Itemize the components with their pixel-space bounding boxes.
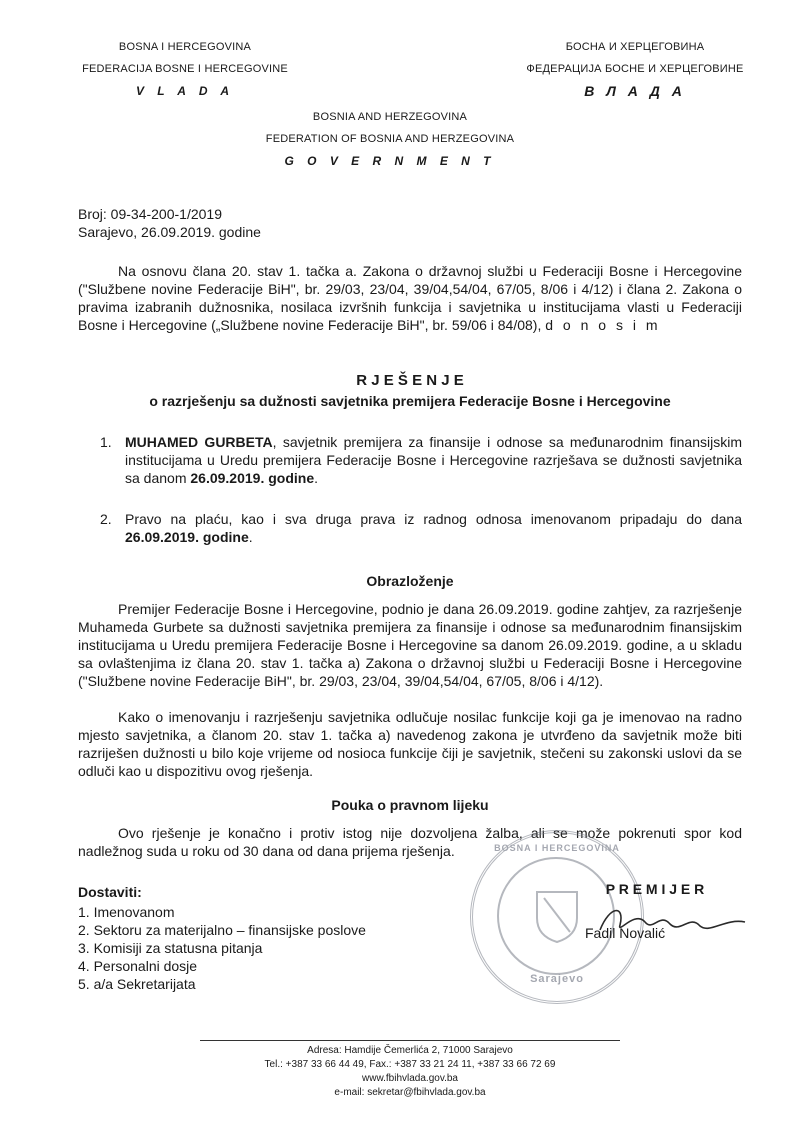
delivery-item: 4. Personalni dosje — [78, 958, 198, 974]
preamble — [78, 262, 742, 334]
item-number: 1. — [100, 434, 112, 450]
delivery-title: Dostaviti: — [78, 884, 142, 900]
header-center-government: G O V E R N M E N T — [284, 154, 496, 168]
footer-website: www.fbihvlada.gov.ba — [362, 1073, 458, 1084]
item-body — [125, 510, 742, 546]
legal-text-body: Ovo rješenje je konačno i protiv istog nije dozvoljena žalba, ali se može pokrenuti spor kod nadležnog suda u roku od 30 dana od dana prijema rješenja. — [78, 825, 742, 859]
delivery-item: 3. Komisiji za statusna pitanja — [78, 940, 263, 956]
rationale-title — [78, 572, 742, 590]
decision-title — [78, 372, 742, 390]
signature-title: P R E M I J E R — [605, 881, 705, 897]
item-name: MUHAMED GURBETA — [125, 434, 273, 450]
legal-title — [78, 796, 742, 814]
header-center-country: BOSNIA AND HERZEGOVINA — [312, 111, 468, 123]
delivery-item: 2. Sektoru za materijalno – finansijske poslove — [78, 922, 366, 938]
item-date: 26.09.2019. godine — [125, 529, 249, 545]
list-item — [100, 510, 742, 546]
item-text: , savjetnik premijera za finansije i odnose sa međunarodnim finansijskim institucijama u Uredu premijera Federacije Bosne i Hercegovine razrješava se dužnosti savjetnika sa danom — [125, 434, 742, 486]
reference — [78, 205, 378, 241]
header-left-country: BOSNA I HERCEGOVINA — [118, 41, 252, 53]
item-number: 2. — [100, 511, 112, 527]
stamp-top-text: BOSNA I HERCEGOVINA — [494, 843, 620, 853]
preamble-verb: d o n o s i m — [545, 317, 661, 333]
rationale-p2-text: Kako o imenovanju i razrješenju savjetnika odlučuje nosilac funkcije koji ga je imenovao na radno mjesto savjetnika, a članom 20. stav 1. tačka a) navedenog zakona je utvrđeno da savjetnik može biti razriješen dužnosti u bilo koje vrijeme od nosioca funkcije čiji je savjetnik, stečeni su zakonski uslovi da se odluči kao u dispozitivu ovog rješenja. — [78, 709, 742, 779]
header-left-government: V L A D A — [135, 84, 235, 98]
rationale-paragraph-2 — [78, 708, 742, 780]
footer-address: Adresa: Hamdije Čemerlića 2, 71000 Sarajevo — [307, 1045, 513, 1056]
header-right-country: БОСНА И ХЕРЦЕГОВИНА — [565, 41, 705, 53]
decision-subtitle-text: o razrješenju sa dužnosti savjetnika premijera Federacije Bosne i Hercegovine — [149, 393, 671, 409]
rationale-paragraph-1 — [78, 600, 742, 690]
footer — [200, 1040, 620, 1100]
header-left-federation: FEDERACIJA BOSNE I HERCEGOVINE — [82, 63, 288, 75]
list-item — [100, 433, 742, 487]
delivery-section — [78, 883, 458, 993]
delivery-item: 5. a/a Sekretarijata — [78, 976, 196, 992]
item-end: . — [314, 470, 318, 486]
reference-number: Broj: 09-34-200-1/2019 — [78, 206, 222, 222]
delivery-item: 1. Imenovanom — [78, 904, 175, 920]
item-end: . — [248, 529, 253, 545]
header-left — [55, 36, 315, 102]
signature-name: Fadil Novalić — [585, 925, 666, 941]
rationale-p1-text: Premijer Federacije Bosne i Hercegovine, podnio je dana 26.09.2019. godine zahtjev, za razrješenje Muhameda Gurbete sa dužnosti savjetnika premijera za finansije i odnose sa međunarodnim finansijskim institucijama u Uredu premijera Federacije Bosne i Hercegovine sa danom 26.09.2019. godine, a u skladu sa ovlaštenjima iz člana 20. stav 1. tačka a) Zakona o državnoj službi u Federaciji Bosne i Hercegovine ("Službene novine Federacije BiH", br. 29/03, 23/04, 39/04,54/04, 67/05, 8/06 i 4/12). — [78, 601, 742, 689]
item-text: Pravo na plaću, kao i sva druga prava iz radnog odnosa imenovanom pripadaju do dana — [125, 511, 742, 527]
stamp-bottom-text: Sarajevo — [530, 973, 584, 985]
preamble-text: Na osnovu člana 20. stav 1. tačka a. Zakona o državnoj službi u Federaciji Bosne i Hercegovine ("Službene novine Federacije BiH", br. 29/03, 23/04, 39/04,54/04, 67/05, 8/06 i 4/12) i člana 2. Zakona o pravima izabranih dužnosnika, nosilaca izvršnih funkcija i savjetnika u institucijama vlasti u Federaciji Bosne i Hercegovine („Službene novine Federacije BiH", br. 59/06 i 84/08), — [78, 263, 742, 333]
legal-title-text: Pouka o pravnom lijeku — [331, 797, 489, 813]
header-center-federation: FEDERATION OF BOSNIA AND HERZEGOVINA — [265, 133, 515, 145]
decision-title-text: R J E Š E N J E — [356, 372, 464, 389]
header-right-federation: ФЕДЕРАЦИЈА БОСНЕ И ХЕРЦЕГОВИНЕ — [526, 63, 744, 75]
item-body — [125, 433, 742, 487]
header-right — [510, 36, 760, 102]
header-center — [230, 106, 550, 172]
footer-email: e-mail: sekretar@fbihvlada.gov.ba — [334, 1087, 486, 1098]
legal-text — [78, 824, 742, 860]
header-right-government: В Л А Д А — [584, 83, 686, 99]
decision-subtitle — [78, 392, 742, 410]
rationale-title-text: Obrazloženje — [366, 573, 454, 589]
item-date: 26.09.2019. godine — [190, 470, 315, 486]
footer-phone: Tel.: +387 33 66 44 49, Fax.: +387 33 21 24 11, +387 33 66 72 69 — [264, 1059, 556, 1070]
reference-place-date: Sarajevo, 26.09.2019. godine — [78, 224, 261, 240]
